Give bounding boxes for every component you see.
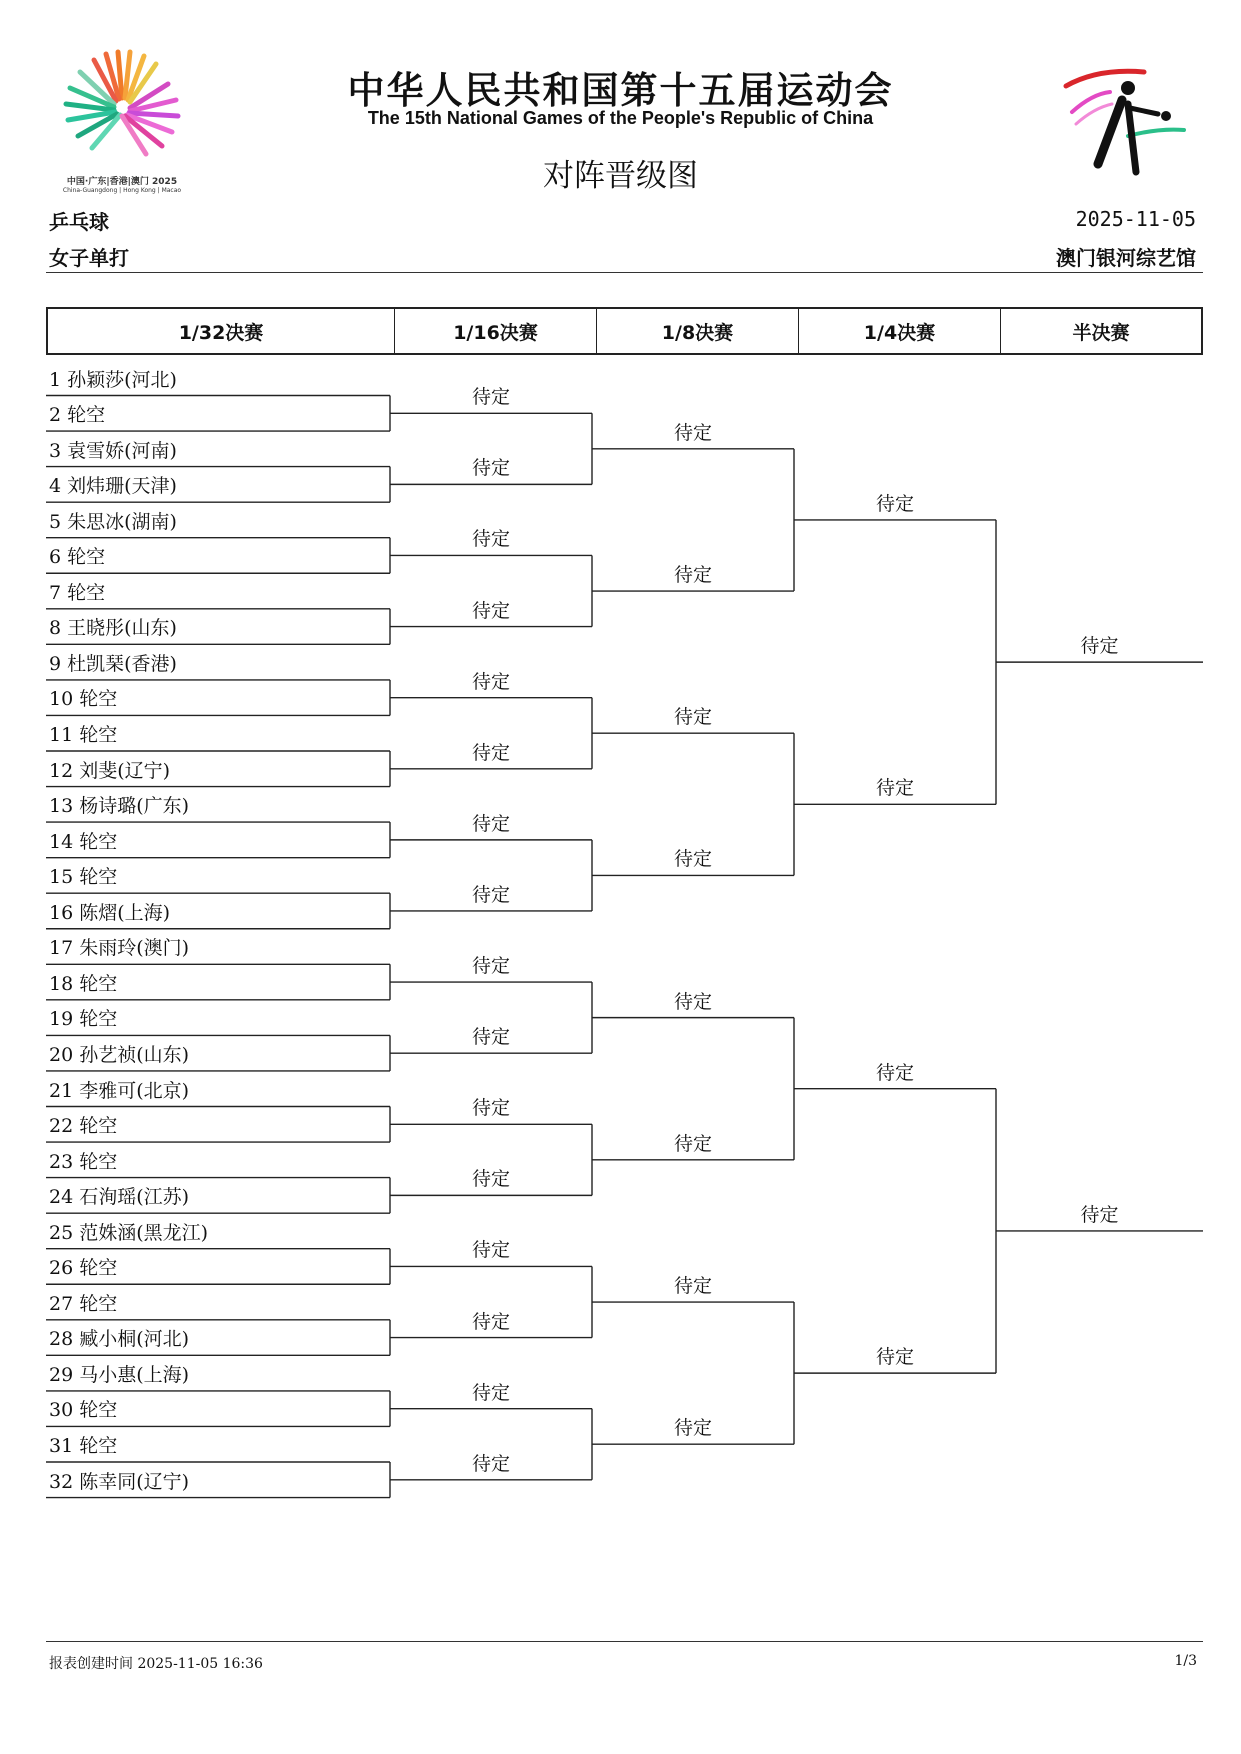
player-name: 范姝涵(黑龙江) [79,1221,209,1244]
player-entry [49,1186,189,1208]
player-name: 王晓彤(山东) [67,617,177,640]
pending-r16-2: 待定 [471,528,510,551]
player-seed: 1 [49,368,62,391]
player-name: 轮空 [79,830,118,853]
pending-r8-0: 待定 [673,421,712,444]
logo-subcaption: China-Guangdong | Hong Kong | Macao [62,187,182,194]
player-name: 马小惠(上海) [79,1363,190,1386]
pending-qf-0: 待定 [875,492,914,515]
player-name: 轮空 [67,404,106,427]
player-name: 轮空 [79,972,118,995]
pending-r16-8: 待定 [471,955,510,978]
pending-qf-2: 待定 [875,1061,914,1084]
player-seed: 12 [49,759,74,782]
player-name: 李雅可(北京) [79,1079,190,1102]
player-entry [49,1008,117,1030]
player-name: 孙颖莎(河北) [67,368,177,391]
pending-r8-2: 待定 [673,706,712,729]
player-entry [49,831,117,853]
player-name: 袁雪娇(河南) [67,439,177,462]
venue-label: 澳门银河综艺馆 [1056,246,1196,270]
pending-r16-0: 待定 [471,386,510,409]
player-seed: 30 [49,1399,74,1422]
pending-r8-6: 待定 [673,1275,712,1298]
player-entry [49,795,189,817]
player-entry [49,440,177,462]
pending-sf-0: 待定 [1080,635,1119,658]
player-seed: 18 [49,972,74,995]
round-quarterfinal: 1/4决赛 [798,309,1000,353]
date-label: 2025-11-05 [1075,207,1196,231]
pending-sf-1: 待定 [1080,1203,1119,1226]
player-name: 朱思冰(湖南) [67,510,177,533]
pending-r8-3: 待定 [673,848,712,871]
pending-r16-6: 待定 [471,812,510,835]
player-name: 轮空 [79,724,118,746]
player-entry [49,724,117,746]
player-seed: 11 [49,724,74,746]
player-entry [49,866,117,888]
player-seed: 13 [49,795,74,818]
pending-r16-11: 待定 [471,1168,510,1191]
player-entry [49,1151,117,1173]
player-entry [49,1257,117,1279]
player-seed: 19 [49,1008,74,1031]
player-entry [49,1044,189,1066]
player-name: 孙艺祯(山东) [79,1043,190,1066]
player-seed: 20 [49,1043,74,1066]
pending-r16-15: 待定 [471,1452,510,1475]
pending-r8-1: 待定 [673,564,712,587]
player-name: 轮空 [79,1115,118,1138]
pending-r16-14: 待定 [471,1381,510,1404]
player-name: 轮空 [79,1150,118,1173]
pending-r16-1: 待定 [471,457,510,480]
pending-r16-13: 待定 [471,1310,510,1333]
player-seed: 21 [49,1079,74,1102]
player-entry [49,617,177,639]
pending-qf-1: 待定 [875,777,914,800]
player-name: 朱雨玲(澳门) [79,937,190,960]
player-entry [49,1399,117,1421]
player-entry [49,1364,189,1386]
sport-label: 乒乓球 [49,210,109,234]
player-entry [49,1328,189,1350]
player-seed: 22 [49,1115,74,1138]
player-name: 轮空 [79,1257,118,1280]
pending-r8-5: 待定 [673,1132,712,1155]
player-name: 轮空 [79,688,118,711]
pending-r16-12: 待定 [471,1239,510,1262]
player-name: 轮空 [79,1292,118,1315]
player-entry [49,546,105,568]
player-entry [49,475,177,497]
player-name: 轮空 [79,1399,118,1422]
player-seed: 24 [49,1186,74,1209]
pending-r8-4: 待定 [673,990,712,1013]
player-entry [49,369,177,391]
round-semifinal: 半决赛 [1000,309,1201,353]
player-seed: 7 [49,581,62,604]
pending-r16-9: 待定 [471,1026,510,1049]
pending-r16-7: 待定 [471,883,510,906]
player-entry [49,902,170,924]
player-name: 石洵瑶(江苏) [79,1186,190,1209]
event-label: 女子单打 [49,246,129,270]
pending-r16-4: 待定 [471,670,510,693]
player-entry [49,1471,189,1493]
player-entry [49,937,189,959]
player-seed: 6 [49,546,62,569]
player-name: 轮空 [79,1008,118,1031]
player-seed: 3 [49,439,62,462]
player-seed: 14 [49,830,74,853]
player-entry [49,1080,189,1102]
pending-qf-3: 待定 [875,1346,914,1369]
player-entry [49,688,117,710]
player-seed: 32 [49,1470,74,1493]
pending-r16-5: 待定 [471,741,510,764]
player-seed: 15 [49,866,74,889]
games-title: 中华人民共和国第十五届运动会 [347,69,894,112]
player-entry [49,653,177,675]
player-seed: 8 [49,617,62,640]
player-entry [49,1435,117,1457]
player-entry [49,1115,117,1137]
player-name: 刘斐(辽宁) [79,759,171,782]
player-entry [49,511,177,533]
player-name: 轮空 [79,866,118,889]
player-entry [49,760,170,782]
player-name: 杨诗璐(广东) [79,795,190,818]
player-seed: 16 [49,901,74,924]
player-entry [49,973,117,995]
player-seed: 26 [49,1257,74,1280]
player-name: 轮空 [67,581,106,604]
player-name: 轮空 [79,1435,118,1457]
player-seed: 31 [49,1435,74,1457]
player-entry [49,582,105,604]
footer-divider [46,1641,1203,1642]
player-seed: 29 [49,1363,74,1386]
player-name: 杜凯琹(香港) [67,652,177,675]
pending-r16-10: 待定 [471,1097,510,1120]
player-seed: 23 [49,1150,74,1173]
page-title: 对阵晋级图 [543,158,698,194]
pending-r16-3: 待定 [471,599,510,622]
player-entry [49,404,105,426]
player-entry [49,1222,208,1244]
player-seed: 17 [49,937,74,960]
player-seed: 2 [49,404,62,427]
page-number: 1/3 [1174,1653,1197,1669]
player-seed: 25 [49,1221,74,1244]
round-r32: 1/32决赛 [178,321,264,344]
player-name: 刘炜珊(天津) [67,475,177,498]
player-seed: 4 [49,475,62,498]
player-entry [49,1293,117,1315]
player-name: 臧小桐(河北) [79,1328,190,1351]
player-name: 轮空 [67,546,106,569]
player-name: 陈熠(上海) [79,901,171,924]
games-title-english: The 15th National Games of the People's Republic of China [367,108,874,128]
pending-r8-7: 待定 [673,1417,712,1440]
player-seed: 9 [49,652,62,675]
logo-caption: 中国·广东|香港|澳门 2025 [66,177,178,187]
report-created-time: 报表创建时间 2025-11-05 16:36 [49,1656,263,1672]
player-seed: 27 [49,1292,74,1315]
round-r16: 1/16决赛 [394,309,596,353]
player-name: 陈幸同(辽宁) [79,1470,190,1493]
round-r8: 1/8决赛 [596,309,798,353]
player-seed: 28 [49,1328,74,1351]
player-seed: 10 [49,688,74,711]
player-seed: 5 [49,510,62,533]
